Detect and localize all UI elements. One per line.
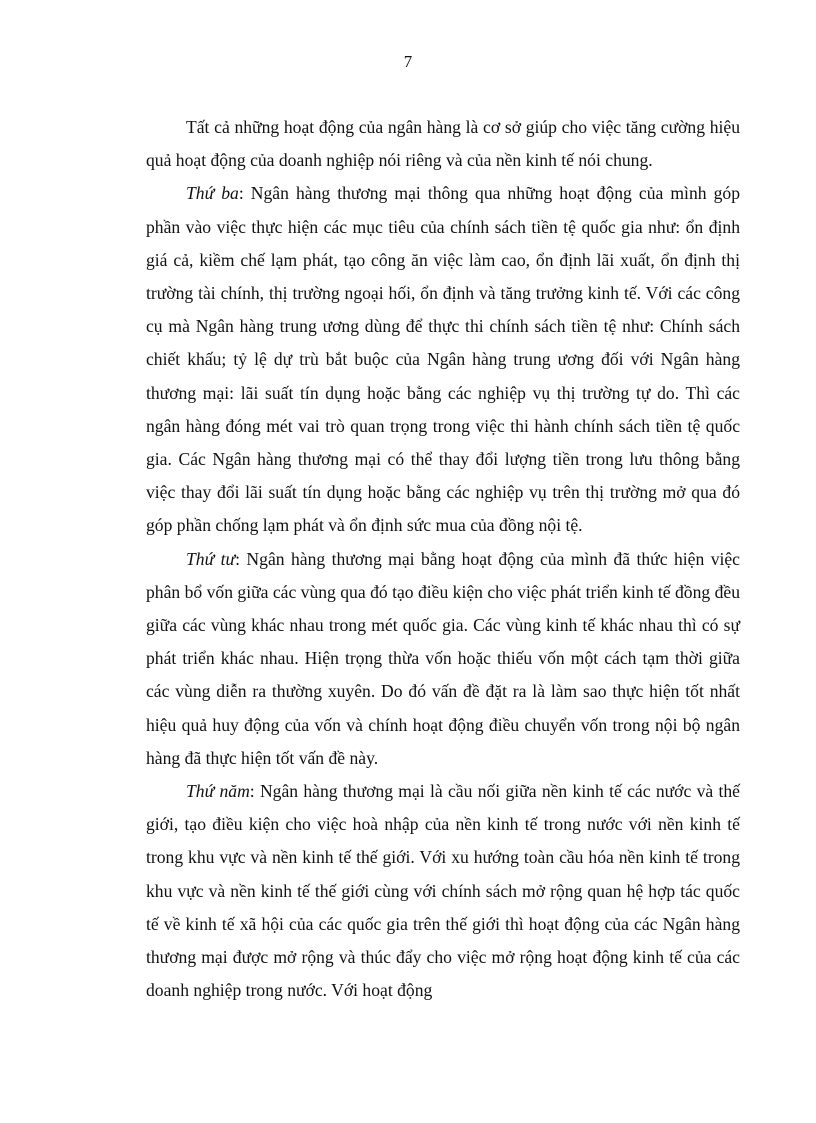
paragraph-lead: Thứ ba xyxy=(186,183,239,204)
paragraph-lead: Thứ tư xyxy=(186,548,236,569)
paragraph-thu-nam xyxy=(146,775,740,1007)
paragraph-text: Tất cả những hoạt động của ngân hàng là cơ sở giúp cho việc tăng cường hiệu quả hoạt động của doanh nghiệp nói riêng và của nền kinh tế nói chung. xyxy=(146,117,740,171)
body-text xyxy=(146,111,740,1007)
paragraph-intro xyxy=(146,111,740,177)
paragraph-thu-tu xyxy=(146,543,740,775)
paragraph-text: : Ngân hàng thương mại bằng hoạt động của mình đã thức hiện việc phân bổ vốn giữa các vùng qua đó tạo điều kiện cho việc phát triển kinh tế đồng đều giữa các vùng khác nhau trong mét quốc gia. Các vùng kinh tế khác nhau thì có sự phát triển khác nhau. Hiện trọng thừa vốn hoặc thiếu vốn một cách tạm thời giữa các vùng diễn ra thường xuyên. Do đó vấn đề đặt ra là làm sao thực hiện tốt nhất hiệu quả huy động của vốn và chính hoạt động điều chuyển vốn trong nội bộ ngân hàng đã thực hiện tốt vấn đề này. xyxy=(146,548,740,768)
paragraph-thu-ba xyxy=(146,177,740,542)
paragraph-text: : Ngân hàng thương mại thông qua những hoạt động của mình góp phần vào việc thực hiện các mục tiêu của chính sách tiền tệ quốc gia như: ổn định giá cả, kiềm chế lạm phát, tạo công ăn việc làm cao, ổn định lãi xuất, ổn định thị trường tài chính, thị trường ngoại hối, ổn định và tăng trưởng kinh tế. Với các công cụ mà Ngân hàng trung ương dùng để thực thi chính sách tiền tệ như: Chính sách chiết khấu; tỷ lệ dự trù bắt buộc của Ngân hàng trung ương đối với Ngân hàng thương mại: lãi suất tín dụng hoặc bằng các nghiệp vụ thị trường tự do. Thì các ngân hàng đóng mét vai trò quan trọng trong việc thi hành chính sách tiền tệ quốc gia. Các Ngân hàng thương mại có thể thay đổi lượng tiền trong lưu thông bằng việc thay đổi lãi suất tín dụng hoặc bằng các nghiệp vụ trên thị trường mở qua đó góp phần chống lạm phát và ổn định sức mua của đồng nội tệ. xyxy=(146,183,740,536)
paragraph-text: : Ngân hàng thương mại là cầu nối giữa nền kinh tế các nước và thế giới, tạo điều kiện cho việc hoà nhập của nền kinh tế trong nước với nền kinh tế trong khu vực và nền kinh tế thế giới. Với xu hướng toàn cầu hóa nền kinh tế trong khu vực và nền kinh tế thế giới cùng với chính sách mở rộng quan hệ hợp tác quốc tế về kinh tế xã hội của các quốc gia trên thế giới thì hoạt động của các Ngân hàng thương mại được mở rộng và thúc đẩy cho việc mở rộng hoạt động kinh tế của các doanh nghiệp trong nước. Với hoạt động xyxy=(146,781,740,1001)
paragraph-lead: Thứ năm xyxy=(186,781,250,802)
page-number: 7 xyxy=(403,52,413,71)
